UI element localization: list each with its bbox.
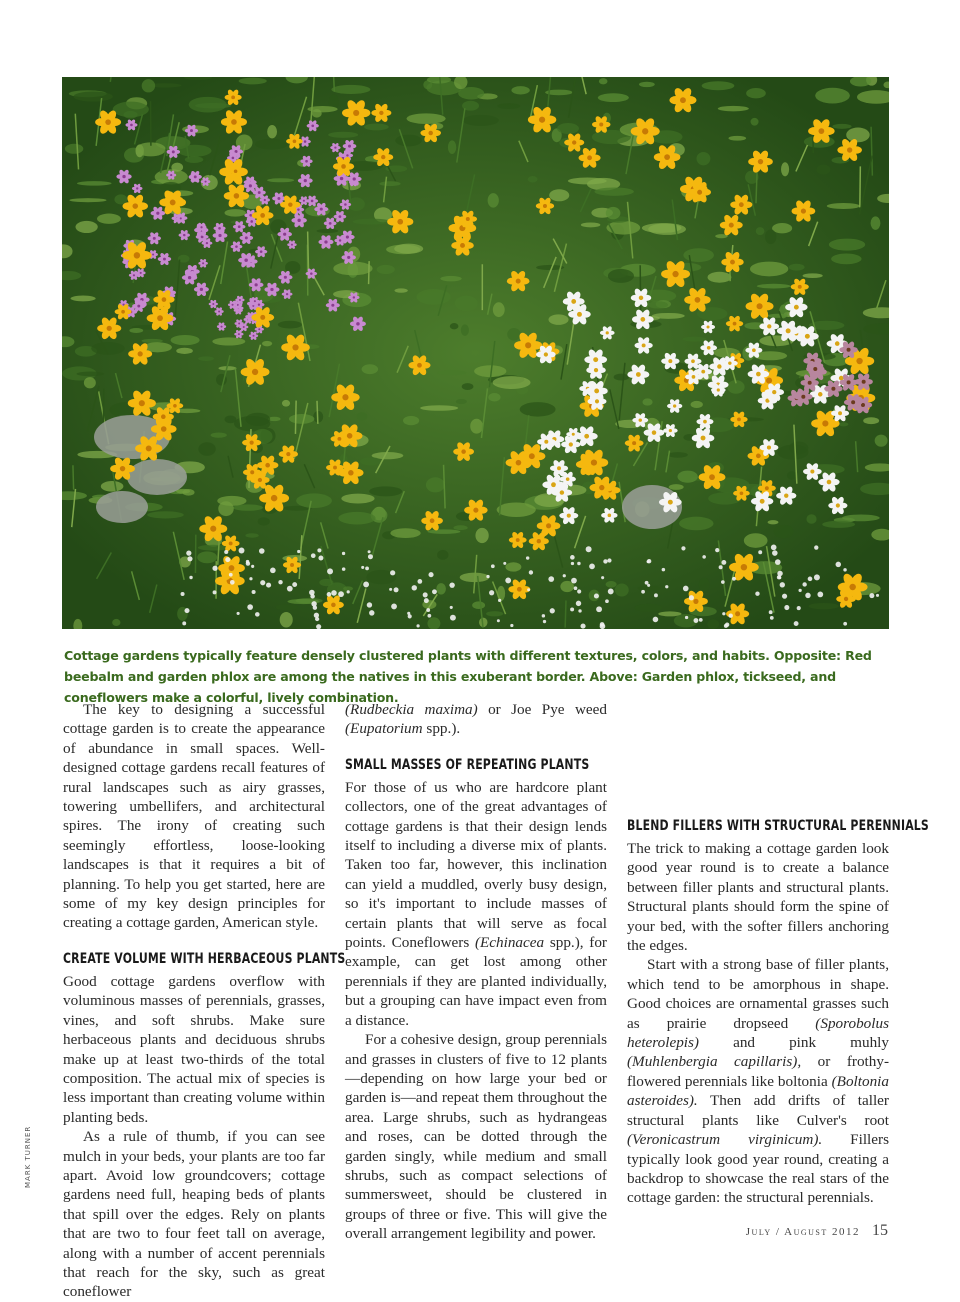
volume-paragraph-1: Good cottage gardens overflow with voluminous masses of perennials, grasses, vines, and soft shrubs. Make sure herbaceous plants and deciduous shrubs make up at least two-thirds of the total composition. The actual mix of species is less important than creating volume within planting beds.	[63, 972, 325, 1127]
text-run: or frothy-flowered perennials like boltonia	[627, 1053, 889, 1089]
latin-name: (Veronicastrum virginicum).	[627, 1131, 822, 1148]
text-run: For those of us who are hardcore plant collectors, one of the great advantages of cottage gardens is that their design lends itself to including a diverse mix of plants. Taken too far, however, this inclination can yield a muddled, overly busy design, so it's important to include masses of certain plants that will serve as focal points. Coneflowers	[345, 779, 607, 951]
latin-name: (Boltonia asteroides).	[627, 1073, 889, 1109]
text-run: Start with a strong base of filler plants, which tend to be amorphous in shape. Good choices are ornamental grasses such as prairie dropseed	[627, 956, 889, 1031]
garden-photo	[62, 77, 889, 629]
photo-caption: Cottage gardens typically feature densely clustered plants with different textures, colors, and habits. Opposite: Red beebalm and garden phlox are among the natives in this exuberant border. Above: Garden phlox, tickseed, and coneflowers make a colorful, lively combination.	[64, 645, 888, 708]
latin-name: (Sporobolus heterolepis)	[627, 1015, 889, 1051]
text-run: and pink muhly	[699, 1034, 889, 1051]
text-run: spp.).	[423, 720, 461, 737]
latin-name: (Muhlenbergia capillaris),	[627, 1053, 801, 1070]
latin-name: (Echinacea	[475, 934, 544, 951]
article-column-2	[345, 700, 607, 1244]
volume-paragraph-2-text: As a rule of thumb, if you can see mulch in your beds, your plants are too far apart. Avoid low groundcovers; cottage gardens need full, heaping beds of plants that spill over the edges. Rely on plants that are two to four feet tall on average, along with a number of accent perennials that reach for the sky, such as great coneflower	[63, 1128, 325, 1300]
page-number: 15	[872, 1222, 888, 1239]
text-run: or Joe Pye weed	[478, 701, 607, 718]
garden-photo-image	[62, 77, 889, 629]
section-heading-fillers: BLEND FILLERS WITH STRUCTURAL PERENNIALS	[627, 816, 831, 836]
section-heading-volume: CREATE VOLUME WITH HERBACEOUS PLANTS	[63, 949, 267, 969]
fillers-paragraph-1: The trick to making a cottage garden look good year round is to create a balance between filler plants and structural plants. Structural plants should form the spine of your bed, with the softer fillers anchoring the edges.	[627, 839, 889, 955]
article-column-3	[627, 700, 889, 1208]
page-footer	[746, 1222, 888, 1240]
masses-paragraph-2: For a cohesive design, group perennials and grasses in clusters of five to 12 plants—depending on how large your bed or garden is—and repeat them throughout the area. Large shrubs, such as hydrangeas and roses, can be dotted through the garden singly, while medium and small shrubs, such as compact selections of summersweet, should be clustered in groups of three or five. This will give the overall arrangement legibility and power.	[345, 1030, 607, 1243]
volume-paragraph-2	[63, 1127, 325, 1302]
photo-credit: MARK TURNER	[24, 1128, 36, 1188]
latin-name: (Eupatorium	[345, 720, 423, 737]
masses-paragraph-1	[345, 778, 607, 1030]
volume-paragraph-2-cont	[345, 700, 607, 739]
intro-paragraph: The key to designing a successful cottage garden is to create the appearance of abundance in small spaces. Well-designed cottage gardens recall features of rural landscapes such as airy grasses, towering umbellifers, and architectural spires. The irony of creating such seemingly effortless, loose-looking landscapes is that it requires a bit of planning. To help you get started, here are some of my key design principles for creating a cottage garden, American style.	[63, 700, 325, 933]
section-heading-masses: SMALL MASSES OF REPEATING PLANTS	[345, 755, 549, 775]
text-run: Fillers typically look good year round, creating a backdrop to showcase the real stars of the cottage garden: the structural perennials.	[627, 1131, 889, 1206]
article-column-1	[63, 700, 325, 1302]
fillers-paragraph-2	[627, 955, 889, 1207]
issue-date: July / August 2012	[746, 1226, 860, 1238]
text-run: spp.), for example, can get lost among other perennials if they are planted individually, but a grouping can have impact even from a distance.	[345, 934, 607, 1029]
text-run: Then add drifts of taller structural plants like Culver's root	[627, 1092, 889, 1128]
latin-name: (Rudbeckia maxima)	[345, 701, 478, 718]
